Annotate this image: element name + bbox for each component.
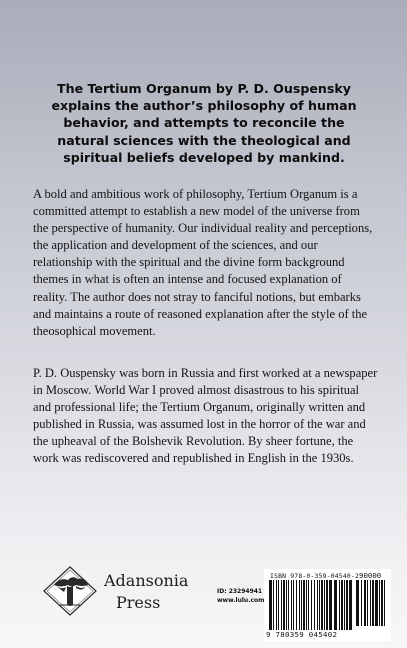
publisher-name-line1: Adansonia bbox=[104, 571, 189, 590]
barcode-bar bbox=[334, 580, 337, 630]
barcode-bar bbox=[317, 580, 318, 630]
barcode-bar bbox=[311, 580, 312, 630]
barcode-bar bbox=[346, 580, 348, 630]
barcode-bar bbox=[367, 580, 368, 626]
barcode-bar bbox=[326, 580, 328, 630]
barcode-bar bbox=[329, 580, 332, 630]
publisher-name-line2: Press bbox=[116, 593, 161, 612]
baobab-tree-icon bbox=[42, 565, 98, 617]
barcode-bar bbox=[384, 580, 385, 626]
barcode-bar bbox=[339, 580, 340, 630]
barcode-bar bbox=[344, 580, 345, 630]
author-bio-paragraph: P. D. Ouspensky was born in Russia and first worked at a newspaper in Moscow. World War I proved almost disastrous to his spiritual and professional life; the Tertium Organum, originally written and published in Russia, was assumed lost in the horror of the war and the upheaval of the Bolshevik Revolution. By sheer fortune, the work was rediscovered and republished in English in the 1930s. bbox=[33, 366, 378, 466]
lulu-url: www.lulu.com bbox=[217, 597, 265, 604]
barcode-bar bbox=[356, 580, 359, 626]
barcode-digits: 9 780359 045402 bbox=[266, 630, 338, 639]
price-addon-digits: 90000 bbox=[359, 571, 382, 580]
barcode-bar bbox=[276, 580, 277, 630]
barcode-bar bbox=[278, 580, 279, 630]
price-addon-bars bbox=[356, 580, 388, 626]
barcode-bar bbox=[361, 580, 362, 626]
barcode-bar bbox=[286, 580, 287, 630]
barcode-bar bbox=[273, 580, 274, 630]
barcode-bar bbox=[364, 580, 366, 626]
barcode-bar bbox=[299, 580, 300, 630]
barcode-bar bbox=[324, 580, 325, 630]
barcode-bar bbox=[269, 580, 272, 630]
barcode-bar bbox=[283, 580, 285, 630]
isbn-barcode bbox=[264, 569, 391, 641]
barcode-bar bbox=[293, 580, 294, 630]
barcode-bar bbox=[370, 580, 371, 626]
description-paragraph: A bold and ambitious work of philosophy, Tertium Organum is a committed attempt to establish a new model of the universe from the perspective of humanity. Our individual reality and perceptions, the application and development of the sciences, and our relationship with the spiritual and the divine form background themes in what is often an intense and focused explanation of reality. The author does not stray to fanciful notions, but embarks and maintains a route of reasoned explanation after the style of the theosophical movement. bbox=[33, 187, 373, 338]
barcode-bar bbox=[291, 580, 292, 630]
barcode-bar bbox=[303, 580, 305, 630]
lead-summary: The Tertium Organum by P. D. Ouspensky explains the author’s philosophy of human behavior, and attempts to reconcile the natural sciences with the theological and spiritual beliefs developed by mankind. bbox=[51, 81, 357, 165]
barcode-bar bbox=[381, 580, 383, 626]
isbn-text: ISBN 978-0-359-04540-2 bbox=[270, 572, 360, 580]
lulu-id: ID: 23294941 bbox=[217, 588, 263, 595]
barcode-bar bbox=[288, 580, 289, 630]
barcode-bar bbox=[321, 580, 323, 630]
barcode-bar bbox=[296, 580, 297, 630]
barcode-bar bbox=[341, 580, 343, 630]
barcode-bar bbox=[379, 580, 380, 626]
barcode-bar bbox=[349, 580, 352, 630]
barcode-bar bbox=[375, 580, 378, 626]
ean-barcode-bars bbox=[269, 580, 353, 630]
barcode-bar bbox=[308, 580, 309, 630]
barcode-bar bbox=[301, 580, 302, 630]
barcode-bar bbox=[306, 580, 307, 630]
barcode-bar bbox=[372, 580, 374, 626]
barcode-bar bbox=[281, 580, 282, 630]
barcode-bar bbox=[314, 580, 315, 630]
barcode-bar bbox=[319, 580, 320, 630]
